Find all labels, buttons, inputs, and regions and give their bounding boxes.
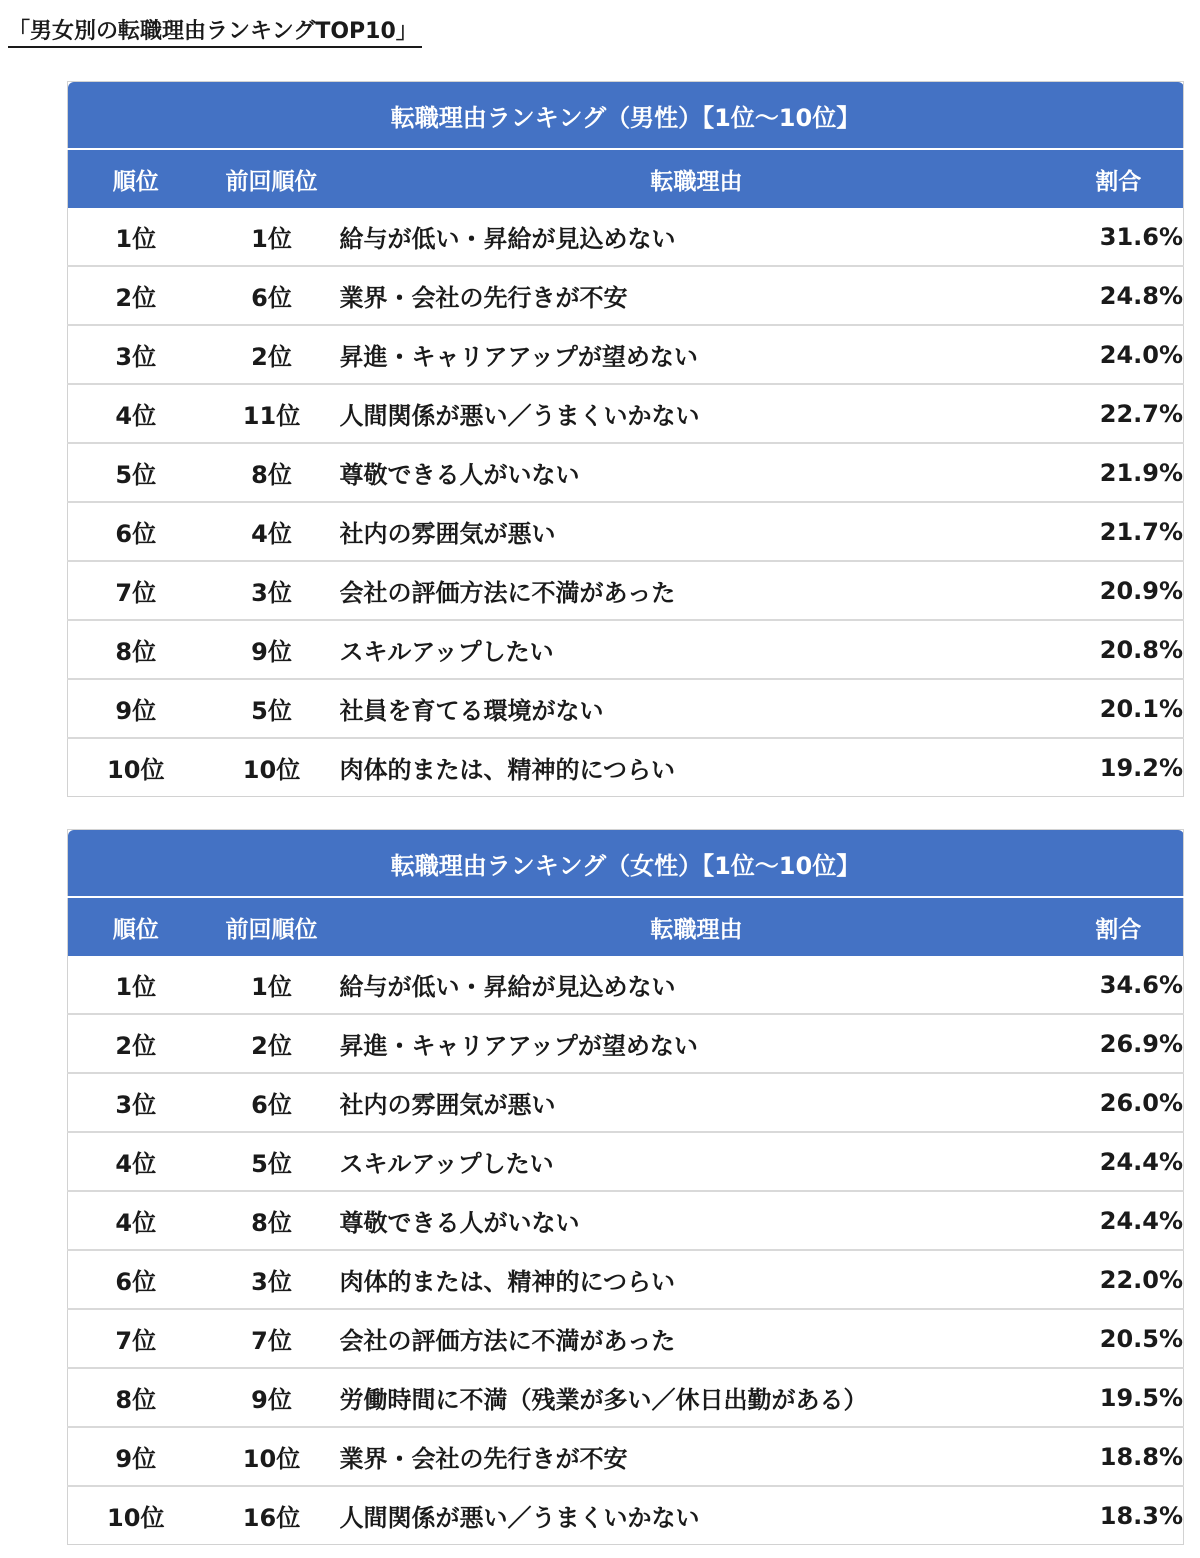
table-row: [68, 1486, 1184, 1545]
table-row: [68, 956, 1184, 1014]
reason-cell: 会社の評価方法に不満があった: [340, 1309, 1054, 1368]
table-row: [68, 1132, 1184, 1191]
previous-rank-cell: 5位: [204, 1132, 340, 1191]
previous-rank-cell: 8位: [204, 443, 340, 502]
percentage-cell: 21.9%: [1054, 443, 1184, 502]
rank-column-header: 順位: [68, 149, 204, 208]
previous-rank-cell: 10位: [204, 738, 340, 797]
previous-rank-cell: 16位: [204, 1486, 340, 1545]
rank-cell: 2位: [68, 1014, 204, 1073]
previous-rank-cell: 7位: [204, 1309, 340, 1368]
rank-cell: 10位: [68, 1486, 204, 1545]
previous-rank-cell: 8位: [204, 1191, 340, 1250]
table-row: [68, 1368, 1184, 1427]
rank-cell: 10位: [68, 738, 204, 797]
rank-cell: 7位: [68, 561, 204, 620]
reason-cell: 給与が低い・昇給が見込めない: [340, 208, 1054, 266]
reason-cell: 尊敬できる人がいない: [340, 1191, 1054, 1250]
previous-rank-cell: 3位: [204, 561, 340, 620]
female-ranking-table: [67, 829, 1184, 1545]
rank-cell: 4位: [68, 1132, 204, 1191]
rank-cell: 4位: [68, 1191, 204, 1250]
reason-cell: 昇進・キャリアアップが望めない: [340, 325, 1054, 384]
rank-cell: 1位: [68, 208, 204, 266]
previous-rank-cell: 10位: [204, 1427, 340, 1486]
previous-rank-cell: 9位: [204, 620, 340, 679]
table-title: 転職理由ランキング（女性）【1位～10位】: [68, 830, 1184, 898]
percentage-cell: 24.4%: [1054, 1132, 1184, 1191]
previous-rank-cell: 4位: [204, 502, 340, 561]
percentage-cell: 20.8%: [1054, 620, 1184, 679]
reason-cell: 業界・会社の先行きが不安: [340, 266, 1054, 325]
reason-cell: 尊敬できる人がいない: [340, 443, 1054, 502]
rank-cell: 6位: [68, 1250, 204, 1309]
previous-rank-cell: 2位: [204, 1014, 340, 1073]
percentage-cell: 22.0%: [1054, 1250, 1184, 1309]
reason-cell: 社員を育てる環境がない: [340, 679, 1054, 738]
percentage-column-header: 割合: [1054, 897, 1184, 956]
table-header-row: [68, 897, 1184, 956]
percentage-cell: 24.8%: [1054, 266, 1184, 325]
percentage-cell: 34.6%: [1054, 956, 1184, 1014]
reason-cell: スキルアップしたい: [340, 1132, 1054, 1191]
previous-rank-cell: 11位: [204, 384, 340, 443]
table-row: [68, 1250, 1184, 1309]
reason-cell: 会社の評価方法に不満があった: [340, 561, 1054, 620]
percentage-cell: 20.1%: [1054, 679, 1184, 738]
table-title-row: [68, 82, 1184, 150]
reason-cell: スキルアップしたい: [340, 620, 1054, 679]
table-row: [68, 443, 1184, 502]
page-title: 「男女別の転職理由ランキングTOP10」: [8, 18, 422, 48]
percentage-column-header: 割合: [1054, 149, 1184, 208]
table-title: 転職理由ランキング（男性）【1位～10位】: [68, 82, 1184, 150]
reason-column-header: 転職理由: [340, 149, 1054, 208]
percentage-cell: 24.0%: [1054, 325, 1184, 384]
percentage-cell: 24.4%: [1054, 1191, 1184, 1250]
rank-cell: 9位: [68, 679, 204, 738]
percentage-cell: 26.9%: [1054, 1014, 1184, 1073]
previous-rank-cell: 2位: [204, 325, 340, 384]
table-row: [68, 1309, 1184, 1368]
table-row: [68, 620, 1184, 679]
table-row: [68, 502, 1184, 561]
percentage-cell: 22.7%: [1054, 384, 1184, 443]
table-row: [68, 1427, 1184, 1486]
percentage-cell: 26.0%: [1054, 1073, 1184, 1132]
rank-cell: 6位: [68, 502, 204, 561]
previous-rank-column-header: 前回順位: [204, 149, 340, 208]
reason-cell: 肉体的または、精神的につらい: [340, 1250, 1054, 1309]
percentage-cell: 31.6%: [1054, 208, 1184, 266]
percentage-cell: 19.2%: [1054, 738, 1184, 797]
reason-cell: 昇進・キャリアアップが望めない: [340, 1014, 1054, 1073]
rank-cell: 8位: [68, 620, 204, 679]
male-ranking-table: [67, 81, 1184, 797]
previous-rank-cell: 9位: [204, 1368, 340, 1427]
previous-rank-cell: 6位: [204, 1073, 340, 1132]
rank-cell: 7位: [68, 1309, 204, 1368]
percentage-cell: 18.3%: [1054, 1486, 1184, 1545]
previous-rank-cell: 3位: [204, 1250, 340, 1309]
percentage-cell: 19.5%: [1054, 1368, 1184, 1427]
rank-cell: 2位: [68, 266, 204, 325]
rank-cell: 8位: [68, 1368, 204, 1427]
rank-cell: 4位: [68, 384, 204, 443]
table-row: [68, 208, 1184, 266]
reason-cell: 人間関係が悪い／うまくいかない: [340, 384, 1054, 443]
table-title-row: [68, 830, 1184, 898]
percentage-cell: 20.9%: [1054, 561, 1184, 620]
rank-cell: 3位: [68, 1073, 204, 1132]
previous-rank-cell: 6位: [204, 266, 340, 325]
reason-cell: 業界・会社の先行きが不安: [340, 1427, 1054, 1486]
table-row: [68, 325, 1184, 384]
previous-rank-cell: 5位: [204, 679, 340, 738]
reason-cell: 社内の雰囲気が悪い: [340, 1073, 1054, 1132]
reason-cell: 社内の雰囲気が悪い: [340, 502, 1054, 561]
rank-column-header: 順位: [68, 897, 204, 956]
reason-column-header: 転職理由: [340, 897, 1054, 956]
previous-rank-column-header: 前回順位: [204, 897, 340, 956]
table-row: [68, 679, 1184, 738]
previous-rank-cell: 1位: [204, 956, 340, 1014]
rank-cell: 9位: [68, 1427, 204, 1486]
rank-cell: 5位: [68, 443, 204, 502]
percentage-cell: 18.8%: [1054, 1427, 1184, 1486]
table-row: [68, 384, 1184, 443]
percentage-cell: 21.7%: [1054, 502, 1184, 561]
rank-cell: 1位: [68, 956, 204, 1014]
reason-cell: 肉体的または、精神的につらい: [340, 738, 1054, 797]
reason-cell: 人間関係が悪い／うまくいかない: [340, 1486, 1054, 1545]
table-row: [68, 561, 1184, 620]
previous-rank-cell: 1位: [204, 208, 340, 266]
reason-cell: 労働時間に不満（残業が多い／休日出勤がある）: [340, 1368, 1054, 1427]
table-row: [68, 1191, 1184, 1250]
table-row: [68, 1073, 1184, 1132]
reason-cell: 給与が低い・昇給が見込めない: [340, 956, 1054, 1014]
table-row: [68, 1014, 1184, 1073]
table-header-row: [68, 149, 1184, 208]
rank-cell: 3位: [68, 325, 204, 384]
table-row: [68, 738, 1184, 797]
table-row: [68, 266, 1184, 325]
percentage-cell: 20.5%: [1054, 1309, 1184, 1368]
